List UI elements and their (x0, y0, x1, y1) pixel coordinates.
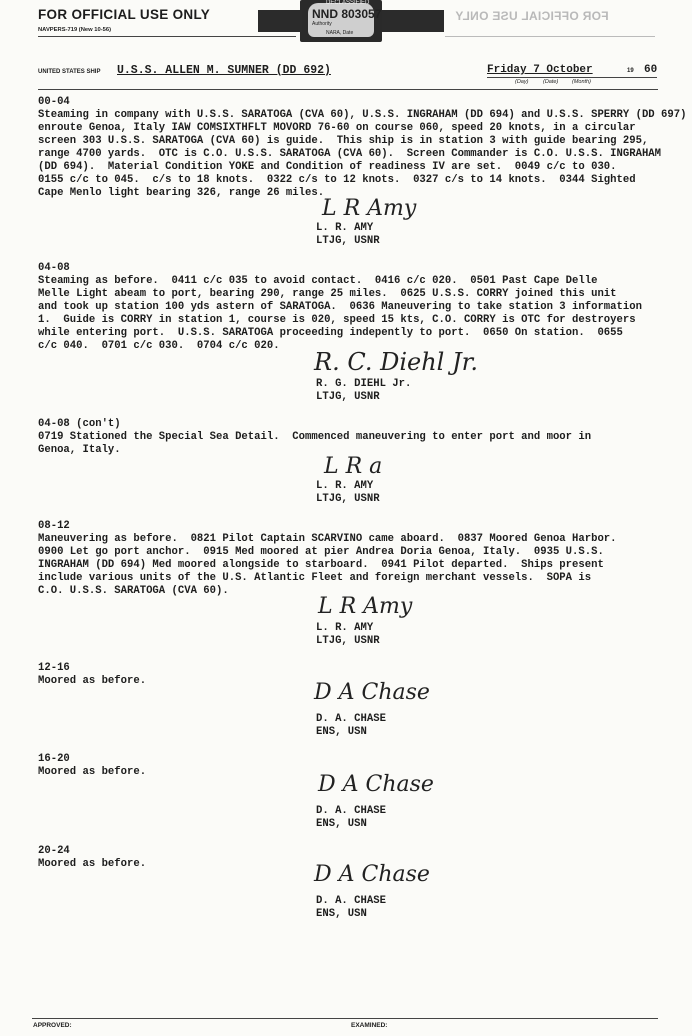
signature-image: D A Chase (318, 772, 434, 797)
officer-name: L. R. AMY (316, 222, 374, 234)
officer-name: R. G. DIEHL Jr. (316, 378, 412, 390)
stamp-nnd: NND 803057 (312, 7, 382, 21)
watch-heading: 20-24 (38, 845, 70, 857)
officer-name: D. A. CHASE (316, 805, 386, 817)
declassified-stamp (300, 0, 382, 42)
officer-rank: ENS, USN (316, 726, 367, 738)
log-entry-text: 0719 Stationed the Special Sea Detail. Commenced maneuvering to enter port and moor in Genoa, Italy. (38, 431, 592, 456)
signature-image: D A Chase (314, 862, 430, 887)
month-label: (Month) (572, 79, 591, 85)
header-rule-left (38, 36, 296, 37)
log-entry-text: Moored as before. (38, 675, 147, 687)
officer-rank: ENS, USN (316, 818, 367, 830)
signature-image: L R Amy (322, 196, 417, 221)
officer-name: D. A. CHASE (316, 713, 386, 725)
officer-rank: LTJG, USNR (316, 635, 380, 647)
ship-name: U.S.S. ALLEN M. SUMNER (DD 692) (117, 64, 331, 77)
watch-heading: 12-16 (38, 662, 70, 674)
log-year: 60 (644, 64, 658, 76)
day-label: (Day) (515, 79, 529, 85)
watch-heading: 00-04 (38, 96, 70, 108)
officer-rank: LTJG, USNR (316, 493, 380, 505)
watch-heading: 16-20 (38, 753, 70, 765)
log-entry-text: Maneuvering as before. 0821 Pilot Captain SCARVINO came aboard. 0837 Moored Genoa Harbor. 0900 Let go port anchor. 0915 Med moored at pier Andrea Doria Genoa, Italy. 0935 U.S.S. INGRAHAM (DD 694) Med moored alongside to starboard. 0941 Pilot departed. Ships present include various units of the U.S. Atlantic Fleet and foreign merchant vessels. SOPA is C.O. U.S.S. SARATOGA (CVA 60). (38, 533, 617, 597)
signature-image: R. C. Diehl Jr. (314, 348, 479, 376)
stamp-declassified: DECLASSIFIED (326, 0, 370, 6)
date-label: (Date) (543, 79, 559, 85)
log-entry-text: Steaming in company with U.S.S. SARATOGA (CVA 60), U.S.S. INGRAHAM (DD 694) and U.S.S. SPERRY (DD 697) enroute Genoa, Italy IAW COMSIXTHFLT MOVORD 76-60 on course 060, speed 20 knots, in a circular screen 303 U.S.S. SARATOGA (CVA 60) is guide. This ship is in station 3 with guide bearing 295, range 4700 yards. OTC is C.O. U.S.S. SARATOGA (CVA 60). Screen Commander is C.O. U.S.S. INGRAHAM (DD 694). Material Condition YOKE and Condition of readiness IV are set. 0049 c/c to 030. 0155 c/c to 045. c/s to 18 knots. 0322 c/s to 12 knots. 0327 c/s to 14 knots. 0344 Sighted Cape Menlo light bearing 326, range 26 miles. (38, 109, 687, 199)
signature-image: L R Amy (318, 594, 413, 619)
watch-heading: 08-12 (38, 520, 70, 532)
redaction-block-right (382, 10, 444, 32)
official-use-banner: FOR OFFICIAL USE ONLY (38, 7, 211, 22)
examined-label: EXAMINED: (351, 1022, 388, 1029)
log-entry-text: Steaming as before. 0411 c/c 035 to avoid contact. 0416 c/c 020. 0501 Past Cape Delle Melle Light abeam to port, bearing 290, range 25 miles. 0625 U.S.S. CORRY joined this unit and took up station 100 yds astern of SARATOGA. 0636 Maneuvering to take station 3 information 1. Guide is CORRY in station 1, course is 020, speed 15 kts, C.O. CORRY is OTC for destroyers while entering port. U.S.S. SARATOGA proceeding indepently to port. 0650 On station. 0655 c/c 040. 0701 c/c 030. 0704 c/c 020. (38, 275, 642, 352)
stamp-nara: NARA, Date (326, 30, 354, 36)
officer-name: L. R. AMY (316, 622, 374, 634)
header-rule-right (445, 36, 655, 37)
log-date: Friday 7 October (487, 64, 593, 76)
officer-name: D. A. CHASE (316, 895, 386, 907)
redaction-block-left (258, 10, 302, 32)
ship-line-rule (38, 89, 658, 90)
watch-heading: 04-08 (con't) (38, 418, 121, 430)
stamp-authority: Authority (312, 21, 332, 27)
officer-rank: LTJG, USNR (316, 391, 380, 403)
officer-rank: ENS, USN (316, 908, 367, 920)
approved-label: APPROVED: (33, 1022, 72, 1029)
footer-rule (32, 1018, 658, 1019)
log-entry-text: Moored as before. (38, 766, 147, 778)
date-rule (487, 77, 657, 78)
watch-heading: 04-08 (38, 262, 70, 274)
signature-image: L R a (324, 454, 383, 479)
united-states-ship-label: UNITED STATES SHIP (38, 69, 101, 75)
form-number: NAVPERS-719 (New 10-56) (38, 27, 112, 33)
year-prefix: 19 (627, 68, 634, 74)
mirrored-bleed-through: FOR OFFICIAL USE ONLY (455, 9, 609, 23)
signature-image: D A Chase (314, 680, 430, 705)
officer-rank: LTJG, USNR (316, 235, 380, 247)
log-entry-text: Moored as before. (38, 858, 147, 870)
officer-name: L. R. AMY (316, 480, 374, 492)
